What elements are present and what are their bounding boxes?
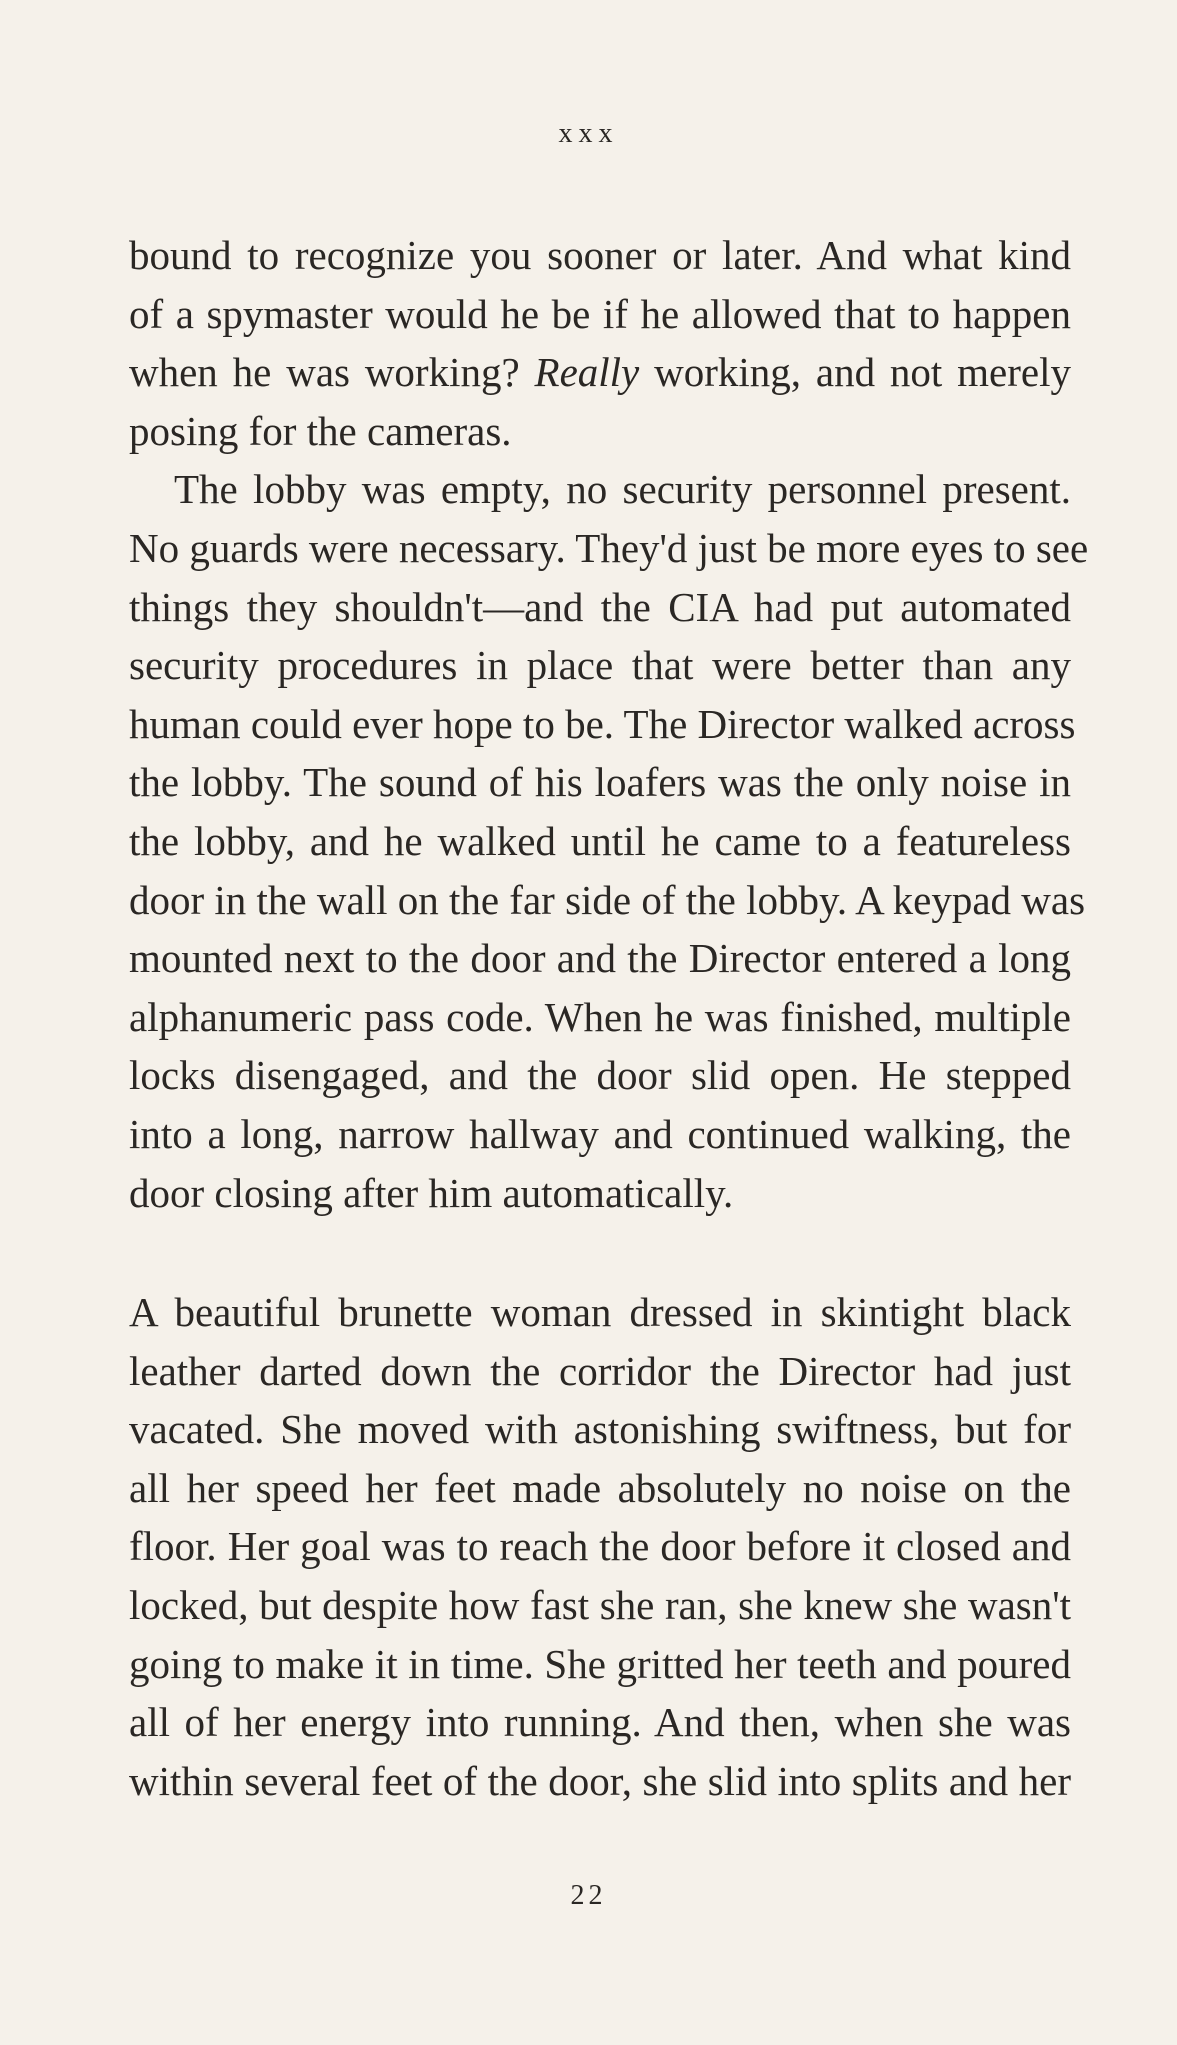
text-line: all her speed her feet made absolutely no noise on the	[129, 1464, 1071, 1511]
text-line: door closing after him automatically.	[129, 1169, 734, 1216]
text-line: of a spymaster would he be if he allowed that to happen	[129, 290, 1071, 337]
text-line: the lobby. The sound of his loafers was the only noise in	[129, 759, 1071, 806]
text-line: the lobby, and he walked until he came to a featureless	[129, 817, 1071, 864]
paragraph-group-1	[129, 226, 1089, 1222]
text-line: security procedures in place that were better than any	[129, 642, 1071, 689]
text-line: mounted next to the door and the Director entered a long	[129, 935, 1071, 982]
text-line: vacated. She moved with astonishing swiftness, but for	[129, 1406, 1071, 1453]
text-line: things they shouldn't—and the CIA had put automated	[129, 583, 1071, 630]
text-line: floor. Her goal was to reach the door before it closed and	[129, 1523, 1071, 1570]
text-line: A beautiful brunette woman dressed in skintight black	[129, 1289, 1071, 1335]
text-line: bound to recognize you sooner or later. And what kind	[129, 232, 1071, 278]
text-line: locks disengaged, and the door slid open. He stepped	[129, 1052, 1071, 1099]
text-line: within several feet of the door, she slid into splits and her	[129, 1757, 1071, 1804]
text-line: posing for the cameras.	[129, 407, 512, 454]
text-line: leather darted down the corridor the Director had just	[129, 1347, 1071, 1394]
text-line: alphanumeric pass code. When he was finished, multiple	[129, 993, 1071, 1040]
text-line: all of her energy into running. And then, when she was	[129, 1699, 1071, 1746]
text-line: into a long, narrow hallway and continued walking, the	[129, 1110, 1071, 1157]
text-line-with-emphasis: when he was working? Really working, and not merely	[129, 349, 1071, 396]
text-line: door in the wall on the far side of the lobby. A keypad was	[129, 876, 1086, 923]
text-line: The lobby was empty, no security personnel present.	[174, 466, 1071, 513]
page-number: 22	[570, 1880, 607, 1911]
paragraph-group-2	[129, 1283, 1071, 1810]
emphasized-word: Really	[534, 349, 640, 396]
text-line: locked, but despite how fast she ran, she knew she wasn't	[129, 1581, 1071, 1628]
text-line: No guards were necessary. They'd just be more eyes to see	[129, 524, 1089, 571]
text-line: human could ever hope to be. The Director walked across	[129, 700, 1076, 747]
text-line: going to make it in time. She gritted her teeth and poured	[129, 1640, 1071, 1687]
section-break-ornament: xxx	[558, 118, 619, 149]
